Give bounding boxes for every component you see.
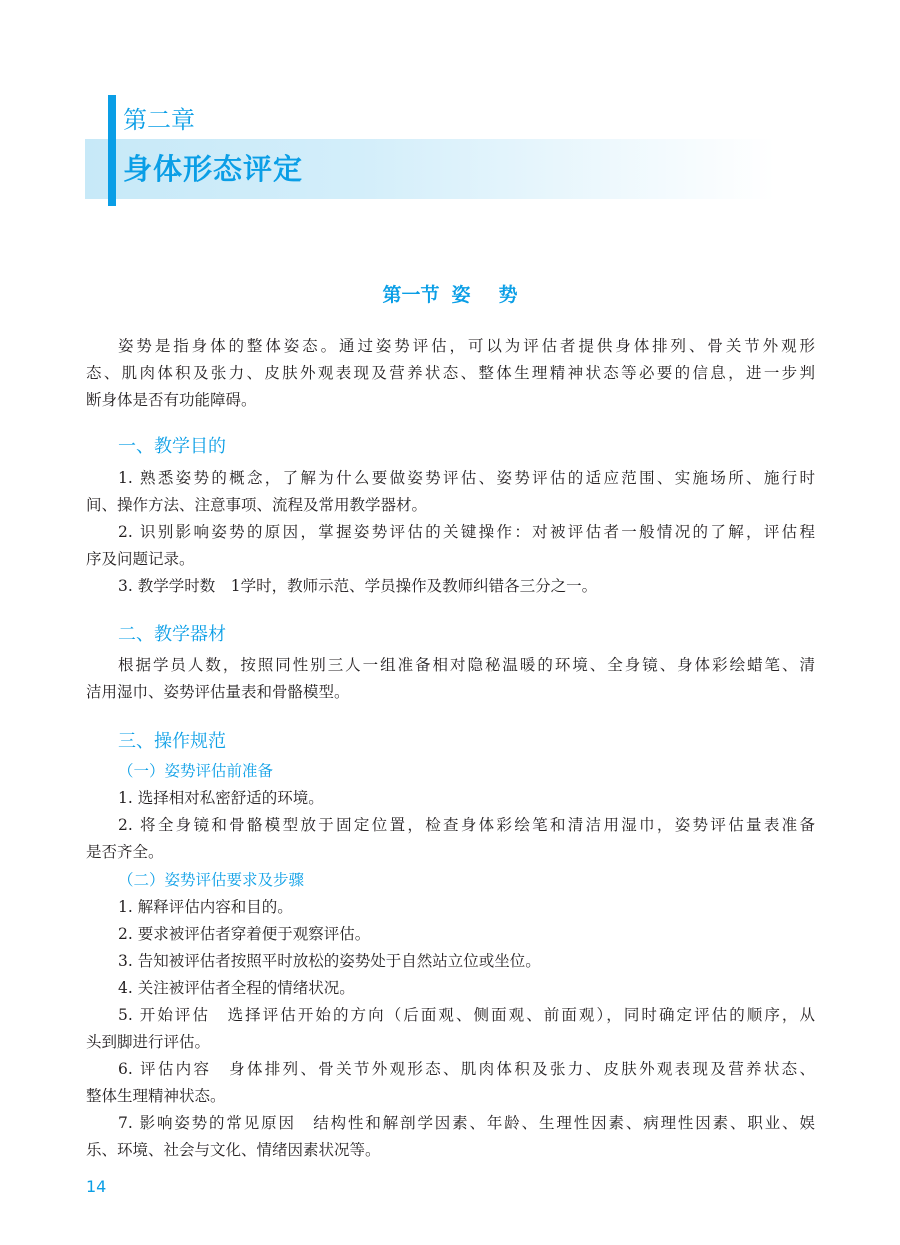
step-line: 2. 要求被评估者穿着便于观察评估。 — [118, 925, 371, 943]
step-line: 整体生理精神状态。 — [86, 1087, 226, 1105]
chapter-accent-bar — [108, 95, 116, 206]
heading-teaching-goals: 一、教学目的 — [118, 436, 226, 457]
body-content — [86, 333, 815, 1164]
prep-line: 是否齐全。 — [86, 843, 164, 861]
step-line: 乐、环境、社会与文化、情绪因素状况等。 — [86, 1141, 381, 1159]
heading-operation: 三、操作规范 — [118, 731, 226, 752]
step-line: 4. 关注被评估者全程的情绪状况。 — [118, 979, 355, 997]
intro-line: 断身体是否有功能障碍。 — [86, 391, 257, 409]
step-line: 1. 解释评估内容和目的。 — [118, 898, 293, 916]
intro-line: 态、肌肉体积及张力、皮肤外观表现及营养状态、整体生理精神状态等必要的信息，进一步判 — [86, 364, 815, 382]
goal-line: 2. 识别影响姿势的原因，掌握姿势评估的关键操作：对被评估者一般情况的了解，评估程 — [118, 523, 815, 541]
step-line: 头到脚进行评估。 — [86, 1033, 211, 1051]
heading-equipment: 二、教学器材 — [118, 624, 226, 645]
intro-line: 姿势是指身体的整体姿态。通过姿势评估，可以为评估者提供身体排列、骨关节外观形 — [118, 337, 815, 355]
step-line: 5. 开始评估 选择评估开始的方向（后面观、侧面观、前面观），同时确定评估的顺序，从 — [118, 1006, 815, 1024]
goal-line: 序及问题记录。 — [86, 550, 195, 568]
subheading-steps: （二）姿势评估要求及步骤 — [118, 871, 305, 889]
subheading-preparation: （一）姿势评估前准备 — [118, 762, 274, 780]
step-line: 3. 告知被评估者按照平时放松的姿势处于自然站立位或坐位。 — [118, 952, 541, 970]
equipment-line: 根据学员人数，按照同性别三人一组准备相对隐秘温暖的环境、全身镜、身体彩绘蜡笔、清 — [118, 656, 815, 674]
section-title-a: 姿 — [451, 284, 471, 306]
prep-line: 1. 选择相对私密舒适的环境。 — [118, 789, 324, 807]
chapter-number: 第二章 — [123, 106, 195, 134]
prep-line: 2. 将全身镜和骨骼模型放于固定位置，检查身体彩绘笔和清洁用湿巾，姿势评估量表准备 — [118, 816, 815, 834]
section-prefix: 第一节 — [382, 284, 440, 306]
equipment-line: 洁用湿巾、姿势评估量表和骨骼模型。 — [86, 683, 350, 701]
step-line: 6. 评估内容 身体排列、骨关节外观形态、肌肉体积及张力、皮肤外观表现及营养状态、 — [118, 1060, 815, 1078]
goal-line: 1. 熟悉姿势的概念，了解为什么要做姿势评估、姿势评估的适应范围、实施场所、施行时 — [118, 469, 815, 487]
step-line: 7. 影响姿势的常见原因 结构性和解剖学因素、年龄、生理性因素、病理性因素、职业、娱 — [118, 1114, 815, 1132]
goal-line: 间、操作方法、注意事项、流程及常用教学器材。 — [86, 496, 428, 514]
goal-line: 3. 教学学时数 1学时，教师示范、学员操作及教师纠错各三分之一。 — [118, 577, 598, 595]
chapter-title: 身体形态评定 — [123, 152, 304, 186]
section-title — [0, 281, 900, 309]
section-title-b: 势 — [498, 284, 518, 306]
page-number: 14 — [86, 1177, 107, 1196]
